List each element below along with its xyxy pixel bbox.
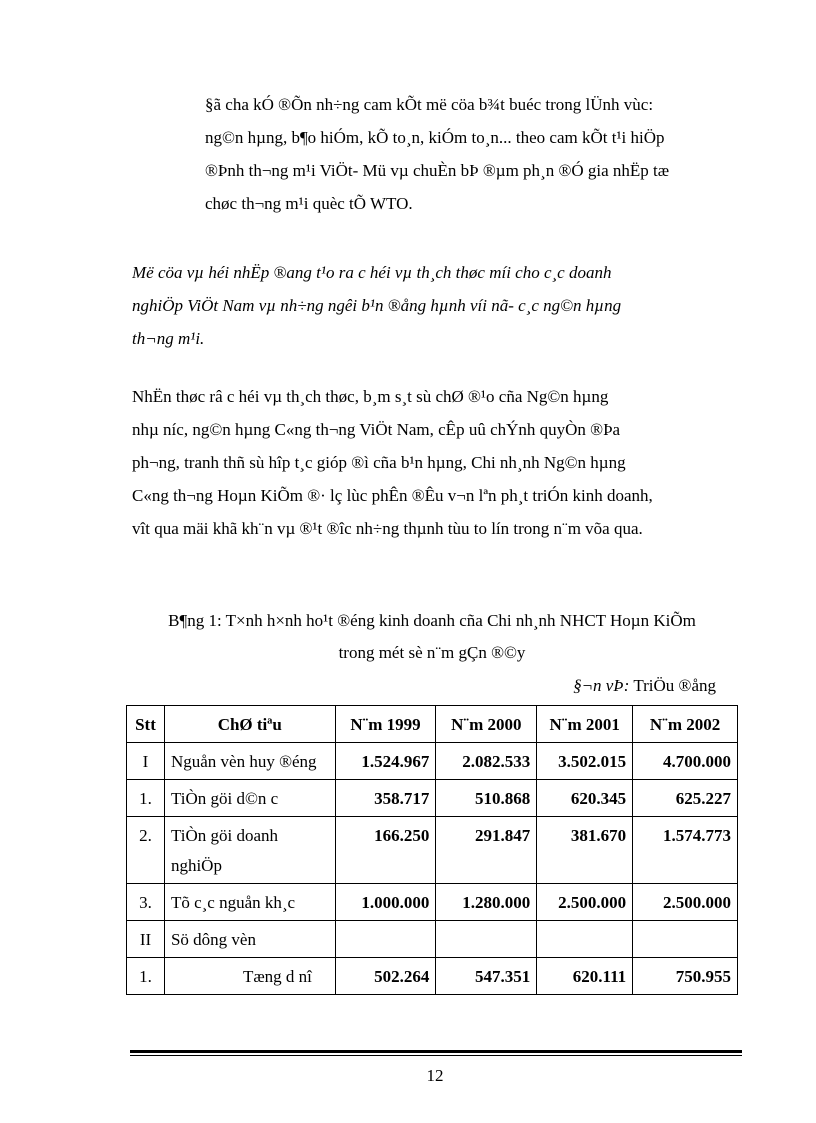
cell-value: 620.345 [537,780,633,817]
table-row [127,743,738,780]
text-line: nhµ níc, ng©n hµng C«ng th¬ng ViÖt Nam, cÊp uû chÝnh quyÒn ®Þa [132,420,621,439]
header-indicator: ChØ tiªu [164,706,335,743]
cell-stt: I [127,743,165,780]
text-line: vît qua mäi khã kh¨n vµ ®¹t ®îc nh÷ng thµnh tùu to lín trong n¨m võa qua. [132,519,643,538]
table-caption-subtitle: trong mét sè n¨m gÇn ®©y [338,643,526,662]
cell-value: 625.227 [633,780,738,817]
text-line: ph¬ng, tranh thñ sù hîp t¸c gióp ®ì cña b¹n hµng, Chi nh¸nh Ng©n hµng [132,453,626,472]
cell-value: 381.670 [537,817,633,884]
cell-value: 358.717 [335,780,436,817]
cell-value: 547.351 [436,958,537,995]
cell-value: 1.000.000 [335,884,436,921]
cell-indicator: Nguån vèn huy ®éng [164,743,335,780]
table-row [127,780,738,817]
unit-value: TriÖu ®ång [629,676,716,695]
table-row [127,921,738,958]
cell-value: 620.111 [537,958,633,995]
cell-stt: 1. [127,780,165,817]
cell-indicator: Tõ c¸c nguån kh¸c [164,884,335,921]
text-line: C«ng th¬ng Hoµn KiÕm ®· lç lùc phÊn ®Êu v¬n lªn ph¸t triÓn kinh doanh, [132,486,653,505]
cell-value: 291.847 [436,817,537,884]
cell-value: 502.264 [335,958,436,995]
header-year-2002: N¨m 2002 [633,706,738,743]
cell-indicator: TiÒn göi d©n c [164,780,335,817]
table-row [127,884,738,921]
cell-stt: II [127,921,165,958]
cell-value: 166.250 [335,817,436,884]
page-number: 12 [426,1066,444,1085]
header-stt: Stt [127,706,165,743]
cell-indicator: Tæng d nî [164,958,335,995]
unit-label: §¬n vÞ: [573,676,630,695]
cell-value [537,921,633,958]
business-results-table [126,705,738,995]
cell-value: 510.868 [436,780,537,817]
header-year-2000: N¨m 2000 [436,706,537,743]
text-line: chøc th¬ng m¹i quèc tÕ WTO. [205,194,413,213]
cell-value [335,921,436,958]
cell-stt: 2. [127,817,165,884]
cell-value: 1.524.967 [335,743,436,780]
table-header-row [127,706,738,743]
text-line: ®Þnh th¬ng m¹i ViÖt- Mü vµ chuÈn bÞ ®µm ph¸n ®Ó gia nhËp tæ [205,161,670,180]
cell-value: 750.955 [633,958,738,995]
cell-value: 2.082.533 [436,743,537,780]
text-line: nghiÖp ViÖt Nam vµ nh÷ng ngêi b¹n ®ång hµnh víi nã- c¸c ng©n hµng [132,296,622,315]
text-line: th¬ng m¹i. [132,329,205,348]
paragraph-integration-opportunities [0,256,740,355]
footer-rule-thin [130,1055,742,1056]
text-line: NhËn thøc râ c héi vµ th¸ch thøc, b¸m s¸t sù chØ ®¹o cña Ng©n hµng [132,387,609,406]
header-year-1999: N¨m 1999 [335,706,436,743]
table-row [127,817,738,884]
cell-indicator: Sö dông vèn [164,921,335,958]
text-line: Më cöa vµ héi nhËp ®ang t¹o ra c héi vµ th¸ch thøc míi cho c¸c doanh [132,263,612,282]
cell-value [633,921,738,958]
paragraph-wto-commitments [0,88,740,220]
cell-value: 2.500.000 [633,884,738,921]
cell-value: 1.280.000 [436,884,537,921]
cell-value: 1.574.773 [633,817,738,884]
unit-note [573,676,716,696]
header-year-2001: N¨m 2001 [537,706,633,743]
cell-value [436,921,537,958]
paragraph-branch-achievements [0,380,740,545]
table-caption: B¶ng 1: T×nh h×nh ho¹t ®éng kinh doanh cña Chi nh¸nh NHCT Hoµn KiÕm [168,611,696,630]
text-line: §ã cha kÓ ®Õn nh÷ng cam kÕt më cöa b¾t buéc trong lÜnh vùc: [205,95,654,114]
table-row [127,958,738,995]
cell-stt: 3. [127,884,165,921]
cell-value: 2.500.000 [537,884,633,921]
text-line: ng©n hµng, b¶o hiÓm, kÕ to¸n, kiÓm to¸n... theo cam kÕt t¹i hiÖp [205,128,665,147]
cell-value: 4.700.000 [633,743,738,780]
footer-rule-thick [130,1050,742,1053]
cell-value: 3.502.015 [537,743,633,780]
cell-indicator: TiÒn göi doanh nghiÖp [164,817,335,884]
cell-stt: 1. [127,958,165,995]
